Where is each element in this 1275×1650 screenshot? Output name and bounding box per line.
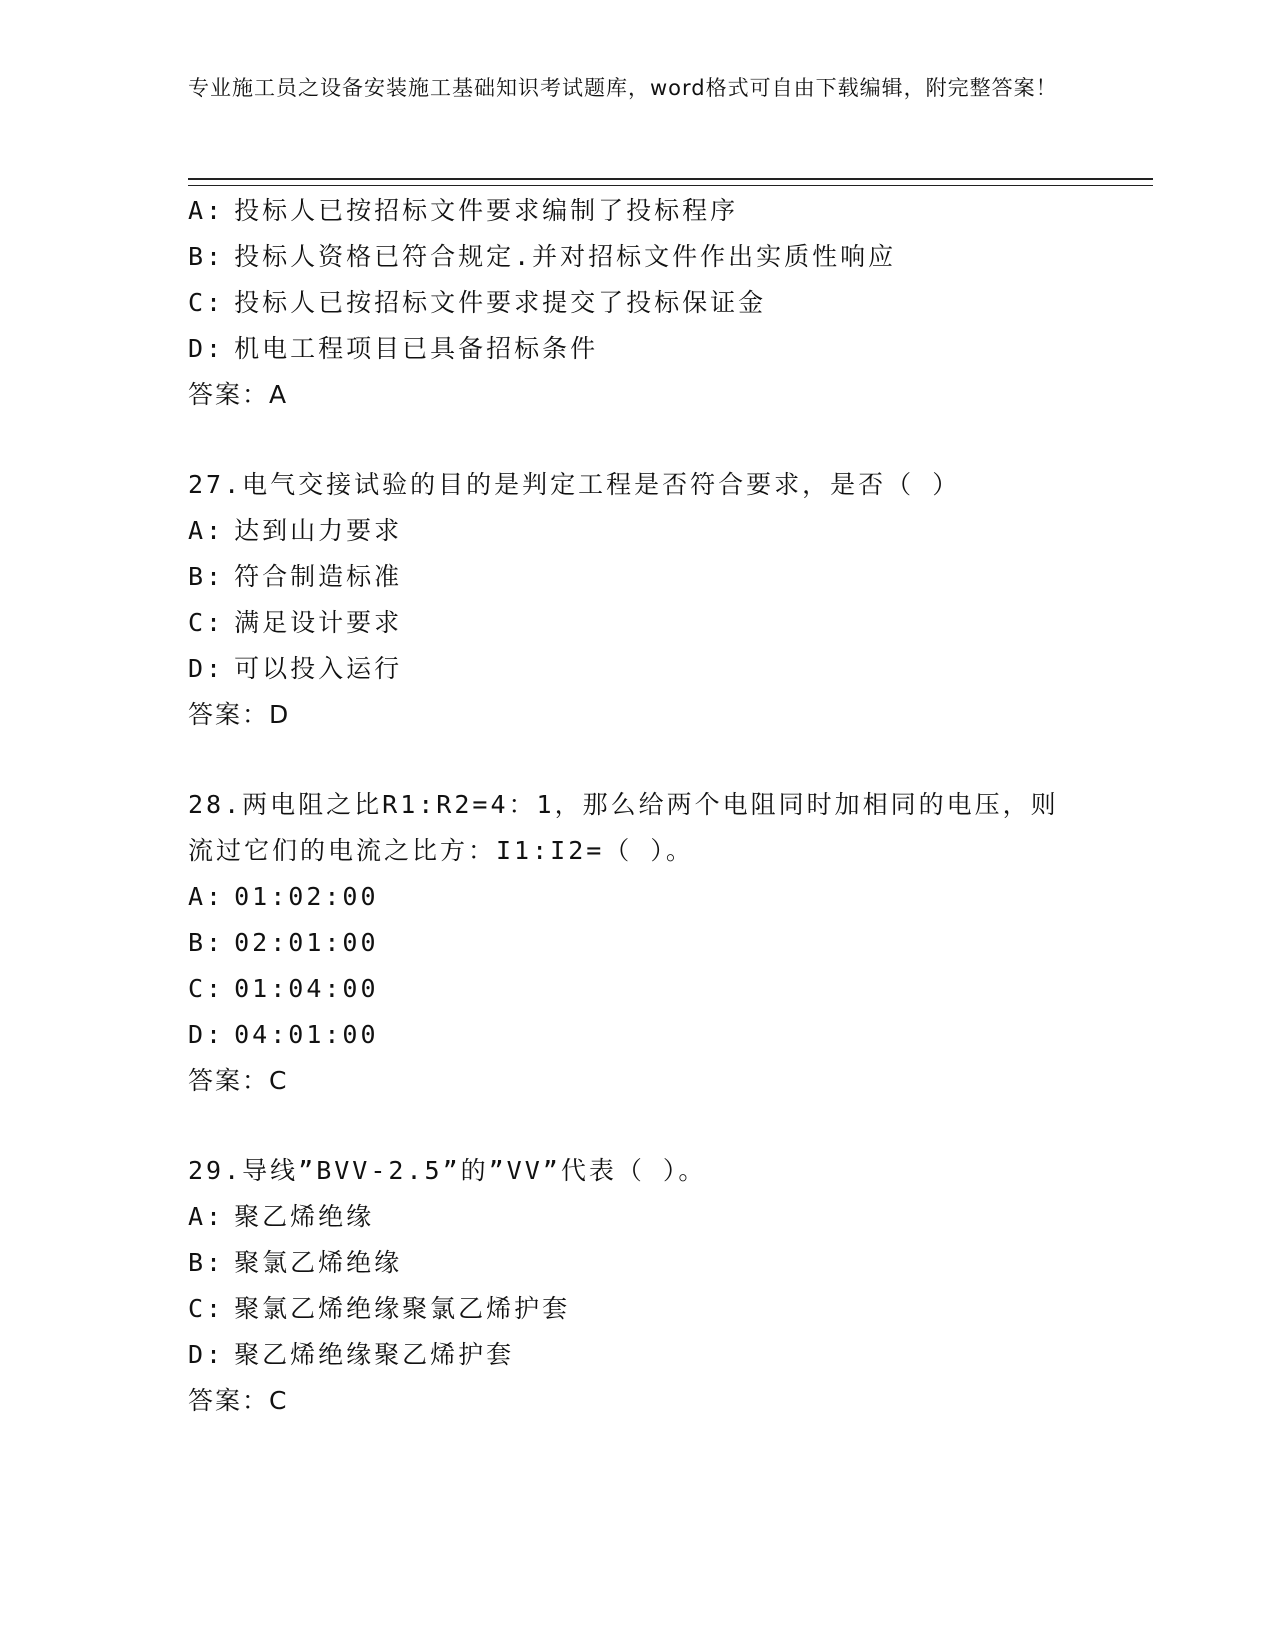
header-divider (188, 178, 1153, 186)
question-text: 28.两电阻之比R1:R2=4：1，那么给两个电阻同时加相同的电压，则流过它们的电流之比方：I1:I2=（ ）。 (188, 790, 1059, 865)
question-block-26 (188, 188, 1088, 418)
option-a (188, 188, 1088, 234)
option-a (188, 874, 1088, 920)
option-d (188, 326, 1088, 372)
option-label: B: (188, 1248, 225, 1277)
option-label: D: (188, 1340, 225, 1369)
question-text: 29.导线”BVV-2.5”的”VV”代表（ ）。 (188, 1156, 707, 1185)
question-text: 27.电气交接试验的目的是判定工程是否符合要求，是否（ ） (188, 470, 961, 499)
option-text: 02:01:00 (234, 928, 379, 957)
option-text: 04:01:00 (234, 1020, 379, 1049)
option-label: D: (188, 334, 225, 363)
option-d (188, 646, 1088, 692)
document-header: 专业施工员之设备安装施工基础知识考试题库，word格式可自由下载编辑，附完整答案！ (188, 76, 1058, 100)
option-b (188, 920, 1088, 966)
option-label: D: (188, 1020, 225, 1049)
option-text: 可以投入运行 (234, 654, 403, 683)
option-label: C: (188, 974, 225, 1003)
option-text: 投标人已按招标文件要求编制了投标程序 (234, 196, 739, 225)
option-label: B: (188, 242, 225, 271)
option-text: 投标人资格已符合规定.并对招标文件作出实质性响应 (234, 242, 897, 271)
option-label: A: (188, 196, 225, 225)
option-label: D: (188, 654, 225, 683)
option-text: 达到山力要求 (234, 516, 403, 545)
question-block-28 (188, 782, 1088, 1104)
option-b (188, 234, 1088, 280)
option-c (188, 1286, 1088, 1332)
answer-line: 答案：C (188, 1066, 289, 1095)
option-label: C: (188, 1294, 225, 1323)
option-text: 满足设计要求 (234, 608, 403, 637)
option-a (188, 1194, 1088, 1240)
option-label: A: (188, 1202, 225, 1231)
option-text: 01:04:00 (234, 974, 379, 1003)
answer-line: 答案：C (188, 1386, 289, 1415)
option-text: 符合制造标准 (234, 562, 403, 591)
option-b (188, 1240, 1088, 1286)
option-label: A: (188, 882, 225, 911)
option-a (188, 508, 1088, 554)
option-text: 聚氯乙烯绝缘聚氯乙烯护套 (234, 1294, 571, 1323)
option-label: C: (188, 608, 225, 637)
answer-line: 答案：D (188, 700, 291, 729)
option-d (188, 1012, 1088, 1058)
answer-line: 答案：A (188, 380, 289, 409)
option-text: 01:02:00 (234, 882, 379, 911)
option-text: 机电工程项目已具备招标条件 (234, 334, 599, 363)
option-label: B: (188, 562, 225, 591)
option-c (188, 600, 1088, 646)
option-text: 聚氯乙烯绝缘 (234, 1248, 403, 1277)
question-block-27 (188, 462, 1088, 738)
option-d (188, 1332, 1088, 1378)
option-text: 聚乙烯绝缘聚乙烯护套 (234, 1340, 515, 1369)
option-b (188, 554, 1088, 600)
question-list (188, 188, 1088, 1424)
option-text: 聚乙烯绝缘 (234, 1202, 375, 1231)
question-block-29 (188, 1148, 1088, 1424)
option-label: B: (188, 928, 225, 957)
option-label: C: (188, 288, 225, 317)
option-text: 投标人已按招标文件要求提交了投标保证金 (234, 288, 767, 317)
option-label: A: (188, 516, 225, 545)
option-c (188, 966, 1088, 1012)
option-c (188, 280, 1088, 326)
